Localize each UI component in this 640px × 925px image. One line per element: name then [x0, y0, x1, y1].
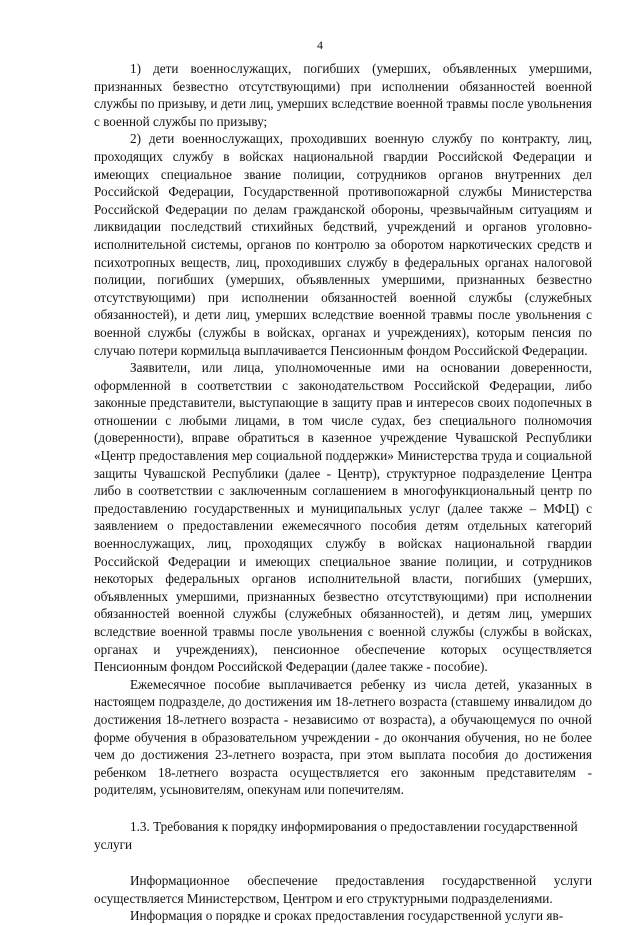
section-heading-1-3: 1.3. Требования к порядку информирования о предоставлении государственной услуги — [94, 818, 578, 852]
paragraph-information-support: Информационное обеспечение предоставления государственной услуги осуществляется Министерством, Центром и его структурными подразделениями. — [94, 873, 592, 906]
paragraph-information-procedure: Информация о порядке и сроках предоставления государственной услуги яв- — [130, 908, 564, 924]
paragraph-monthly-allowance: Ежемесячное пособие выплачивается ребенку из числа детей, указанных в настоящем подразделе, до достижения им 18-летнего возраста (ставшему инвалидом до достижения 18-летнего возраста - независимо от возраста), а обучающемуся по очной форме обучения в образовательном учреждении - до окончания обучения, но не более чем до достижения 23-летнего возраста, при этом выплата пособия до достижения ребенком 18-летнего возраста осуществляется его законным представителям - родителям, усыновителям, опекунам или попечителям. — [94, 676, 592, 798]
document-body — [94, 60, 592, 925]
paragraph-item-2: 2) дети военнослужащих, проходивших военную службу по контракту, лиц, проходящих службу в войсках национальной гвардии Российской Федерации и имеющих специальное звание полиции, сотрудников органов внутренних дел Российской Федерации, Государственной противопожарной службы Министерства Российской Федерации по делам гражданской обороны, чрезвычайным ситуациям и ликвидации последствий стихийных бедствий, учреждений и органов уголовно-исполнительной системы, органов по контролю за оборотом наркотических средств и психотропных веществ, лиц, проходивших службу в федеральных органах налоговой полиции, погибших (умерших, объявленных умершими, признанных безвестно отсутствующими) при исполнении обязанностей военной службы (служебных обязанностей), и дети лиц, умерших вследствие военной травмы после увольнения с военной службы (службы в войсках, органах и учреждениях), которым пенсия по случаю потери кормильца выплачивается Пенсионным фондом Российской Федерации. — [94, 131, 592, 358]
paragraph-item-1: 1) дети военнослужащих, погибших (умерших, объявленных умершими, признанных безвестно отсутствующими) при исполнении обязанностей военной службы по призыву, и дети лиц, умерших вследствие военной травмы после увольнения с военной службы по призыву; — [94, 61, 592, 129]
paragraph-applicants: Заявители, или лица, уполномоченные ими на основании доверенности, оформленной в соответствии с законодательством Российской Федерации, либо законные представители, выступающие в защиту прав и интересов своих подопечных в отношении с любыми лицами, в том числе судах, без специального полномочия (доверенности), вправе обратиться в казенное учреждение Чувашской Республики «Центр предоставления мер социальной поддержки» Министерства труда и социальной защиты Чувашской Республики (далее - Центр), структурное подразделение Центра либо в соответствии с заключенным соглашением в многофункциональный центр по предоставлению государственных и муниципальных услуг (далее также – МФЦ) с заявлением о предоставлении ежемесячного пособия детям отдельных категорий военнослужащих, лиц, проходящих службу в войсках национальной гвардии Российской Федерации и имеющих специальное звание полиции, и сотрудников некоторых федеральных органов исполнительной власти, погибших (умерших, объявленных умершими, признанных безвестно отсутствующими) при исполнении обязанностей военной службы (служебных обязанностей), и детям лиц, умерших вследствие военной травмы после увольнения с военной службы (службы в войсках, органах и учреждениях), пенсионное обеспечение которых осуществляется Пенсионным фондом Российской Федерации (далее также - пособие). — [94, 360, 592, 675]
page-number: 4 — [317, 38, 323, 52]
